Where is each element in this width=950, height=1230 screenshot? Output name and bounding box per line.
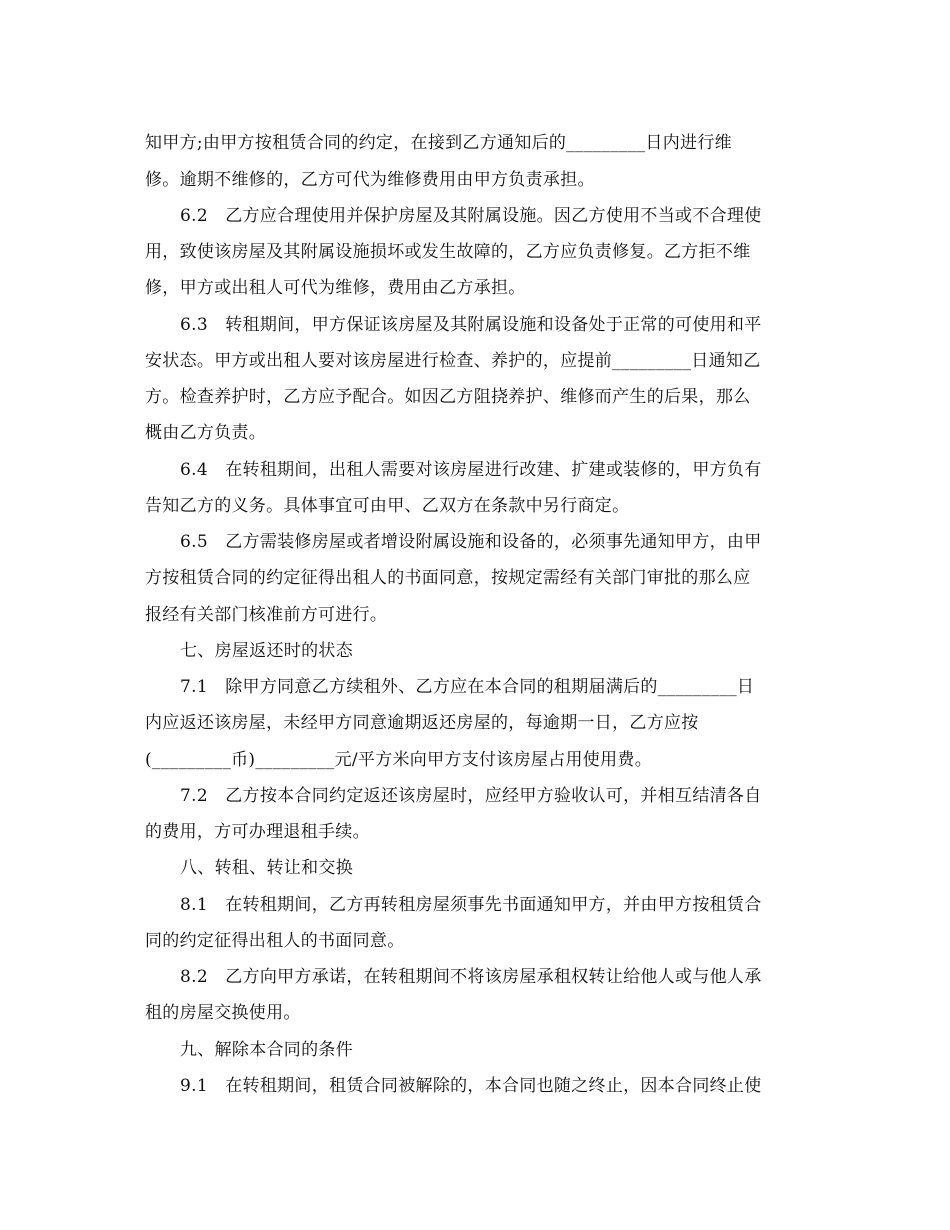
- clause-7-1: 7.1 除甲方同意乙方续租外、乙方应在本合同的租期届满后的_________日: [180, 677, 755, 697]
- text-line: 用，致使该房屋及其附属设施损坏或发生故障的，乙方应负责修复。乙方拒不维: [145, 242, 751, 262]
- section-heading-9: 九、解除本合同的条件: [180, 1040, 353, 1060]
- clause-7-2: 7.2 乙方按本合同约定返还该房屋时，应经甲方验收认可，并相互结清各自: [180, 786, 762, 806]
- clause-6-2: 6.2 乙方应合理使用并保护房屋及其附属设施。因乙方使用不当或不合理使: [180, 206, 762, 226]
- clause-6-4: 6.4 在转租期间，出租人需要对该房屋进行改建、扩建或装修的，甲方负有: [180, 460, 762, 480]
- clause-8-2: 8.2 乙方向甲方承诺，在转租期间不将该房屋承租权转让给他人或与他人承: [180, 967, 762, 987]
- clause-8-1: 8.1 在转租期间，乙方再转租房屋须事先书面通知甲方，并由甲方按租赁合: [180, 895, 762, 915]
- text-line: 概由乙方负责。: [145, 423, 267, 443]
- section-heading-8: 八、转租、转让和交换: [180, 858, 353, 878]
- text-line: 报经有关部门核准前方可进行。: [145, 605, 388, 625]
- section-heading-7: 七、房屋返还时的状态: [180, 641, 353, 661]
- clause-9-1: 9.1 在转租期间，租赁合同被解除的，本合同也随之终止，因本合同终止使: [180, 1076, 762, 1096]
- clause-6-5: 6.5 乙方需装修房屋或者增设附属设施和设备的，必须事先通知甲方，由甲: [180, 532, 762, 552]
- text-line: 告知乙方的义务。具体事宜可由甲、乙双方在条款中另行商定。: [145, 496, 630, 516]
- text-line: 租的房屋交换使用。: [145, 1003, 301, 1023]
- text-line: 同的约定征得出租人的书面同意。: [145, 931, 405, 951]
- text-line: 知甲方;由甲方按租赁合同的约定，在接到乙方通知后的_________日内进行维: [145, 133, 732, 153]
- text-line: 内应返还该房屋，未经甲方同意逾期返还房屋的，每逾期一日，乙方应按: [145, 713, 699, 733]
- text-line: 方按租赁合同的约定征得出租人的书面同意，按规定需经有关部门审批的那么应: [145, 568, 751, 588]
- text-line: 方。检查养护时，乙方应予配合。如因乙方阻挠养护、维修而产生的后果，那么: [145, 387, 751, 407]
- text-line: (_________币)_________元/平方米向甲方支付该房屋占用使用费。: [145, 750, 652, 770]
- text-line: 的费用，方可办理退租手续。: [145, 822, 370, 842]
- clause-6-3: 6.3 转租期间，甲方保证该房屋及其附属设施和设备处于正常的可使用和平: [180, 315, 762, 335]
- text-line: 安状态。甲方或出租人要对该房屋进行检查、养护的，应提前_________日通知乙: [145, 351, 761, 371]
- text-line: 修，甲方或出租人可代为维修，费用由乙方承担。: [145, 278, 526, 298]
- text-line: 修。逾期不维修的，乙方可代为维修费用由甲方负责承担。: [145, 170, 595, 190]
